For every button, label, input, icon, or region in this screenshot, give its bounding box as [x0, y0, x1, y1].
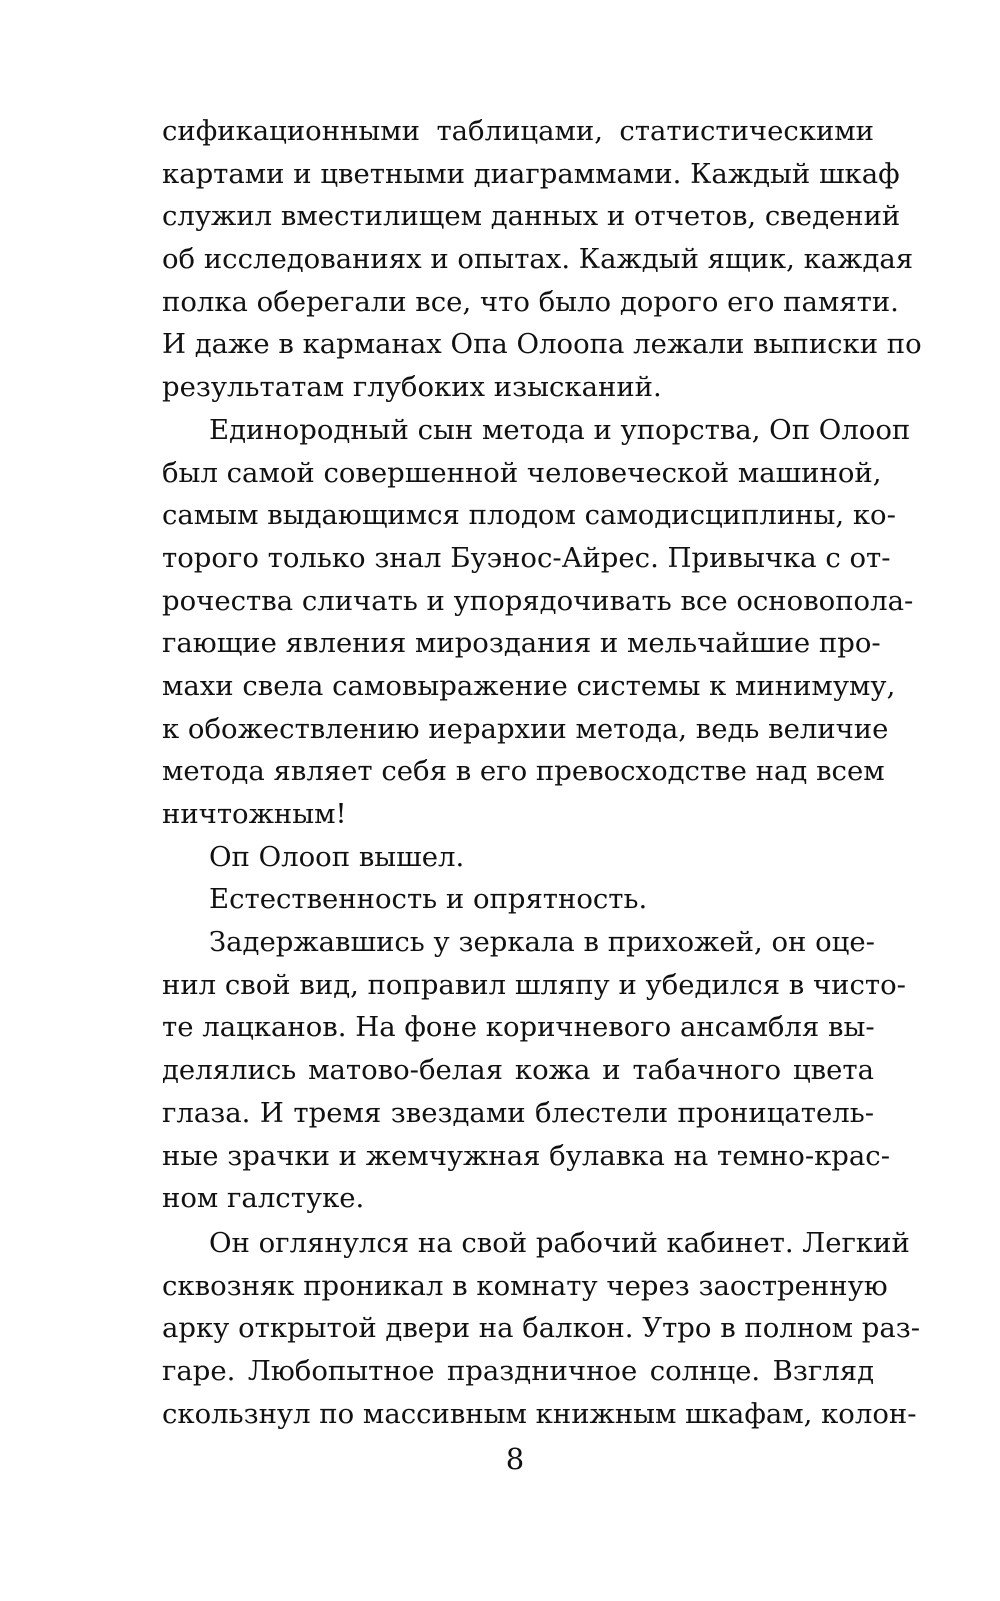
text-line: гающие явления мироздания и мельчайшие про-: [162, 627, 881, 660]
text-line: к обожествлению иерархии метода, ведь величие: [162, 712, 889, 745]
text-line: об исследованиях и опытах. Каждый ящик, каждая: [162, 243, 914, 276]
text-line: картами и цветными диаграммами. Каждый шкаф: [162, 157, 900, 190]
text-line: рочества сличать и упорядочивать все основопола-: [162, 584, 914, 617]
text-line: те лацканов. На фоне коричневого ансамбля вы-: [162, 1011, 875, 1044]
paragraph: [162, 1222, 921, 1435]
text-line: сквозняк проникал в комнату через заостренную: [162, 1269, 888, 1302]
text-line: Естественность и опрятность.: [209, 883, 648, 916]
text-line: махи свела самовыражение системы к минимуму,: [162, 669, 896, 702]
text-line: Оп Олооп вышел.: [209, 840, 465, 873]
text-line: полка оберегали все, что было дорого его памяти.: [162, 285, 899, 318]
text-line: самым выдающимся плодом самодисциплины, ко-: [162, 499, 896, 532]
text-line: Единородный сын метода и упорства, Оп Олооп: [209, 413, 911, 446]
text-line: служил вместилищем данных и отчетов, сведений: [162, 200, 901, 233]
text-line: Он оглянулся на свой рабочий кабинет. Легкий: [209, 1226, 910, 1259]
text-line: метода являет себя в его превосходстве над всем: [162, 755, 885, 788]
text-line: делялись матово-белая кожа и табачного цвета: [162, 1054, 874, 1087]
paragraph: [162, 409, 914, 836]
text-line: нил свой вид, поправил шляпу и убедился в чисто-: [162, 968, 906, 1001]
text-line: Задержавшись у зеркала в прихожей, он оце-: [209, 926, 875, 959]
text-line: арку открытой двери на балкон. Утро в полном раз-: [162, 1312, 921, 1345]
text-line: результатам глубоких изысканий.: [162, 371, 662, 404]
page-number: 8: [505, 1442, 525, 1476]
paragraph: [162, 836, 874, 879]
text-line: был самой совершенной человеческой машиной,: [162, 456, 882, 489]
text-line: И даже в карманах Опа Олоопа лежали выписки по: [162, 328, 922, 361]
text-line: ничтожным!: [162, 798, 347, 830]
text-line: сификационными таблицами, статистическими: [162, 115, 874, 147]
text-line: торого только знал Буэнос-Айрес. Привычка с от-: [162, 541, 891, 574]
text-line: ном галстуке.: [162, 1182, 365, 1215]
paragraph: [162, 110, 922, 409]
paragraph: [162, 921, 906, 1220]
text-line: глаза. И тремя звездами блестели проницатель-: [162, 1096, 874, 1129]
text-line: гаре. Любопытное праздничное солнце. Взгляд: [162, 1354, 874, 1387]
body-text: [162, 110, 922, 1435]
paragraph: [162, 878, 874, 921]
text-line: ные зрачки и жемчужная булавка на темно-крас-: [162, 1139, 890, 1172]
text-line: скользнул по массивным книжным шкафам, колон-: [162, 1397, 917, 1430]
